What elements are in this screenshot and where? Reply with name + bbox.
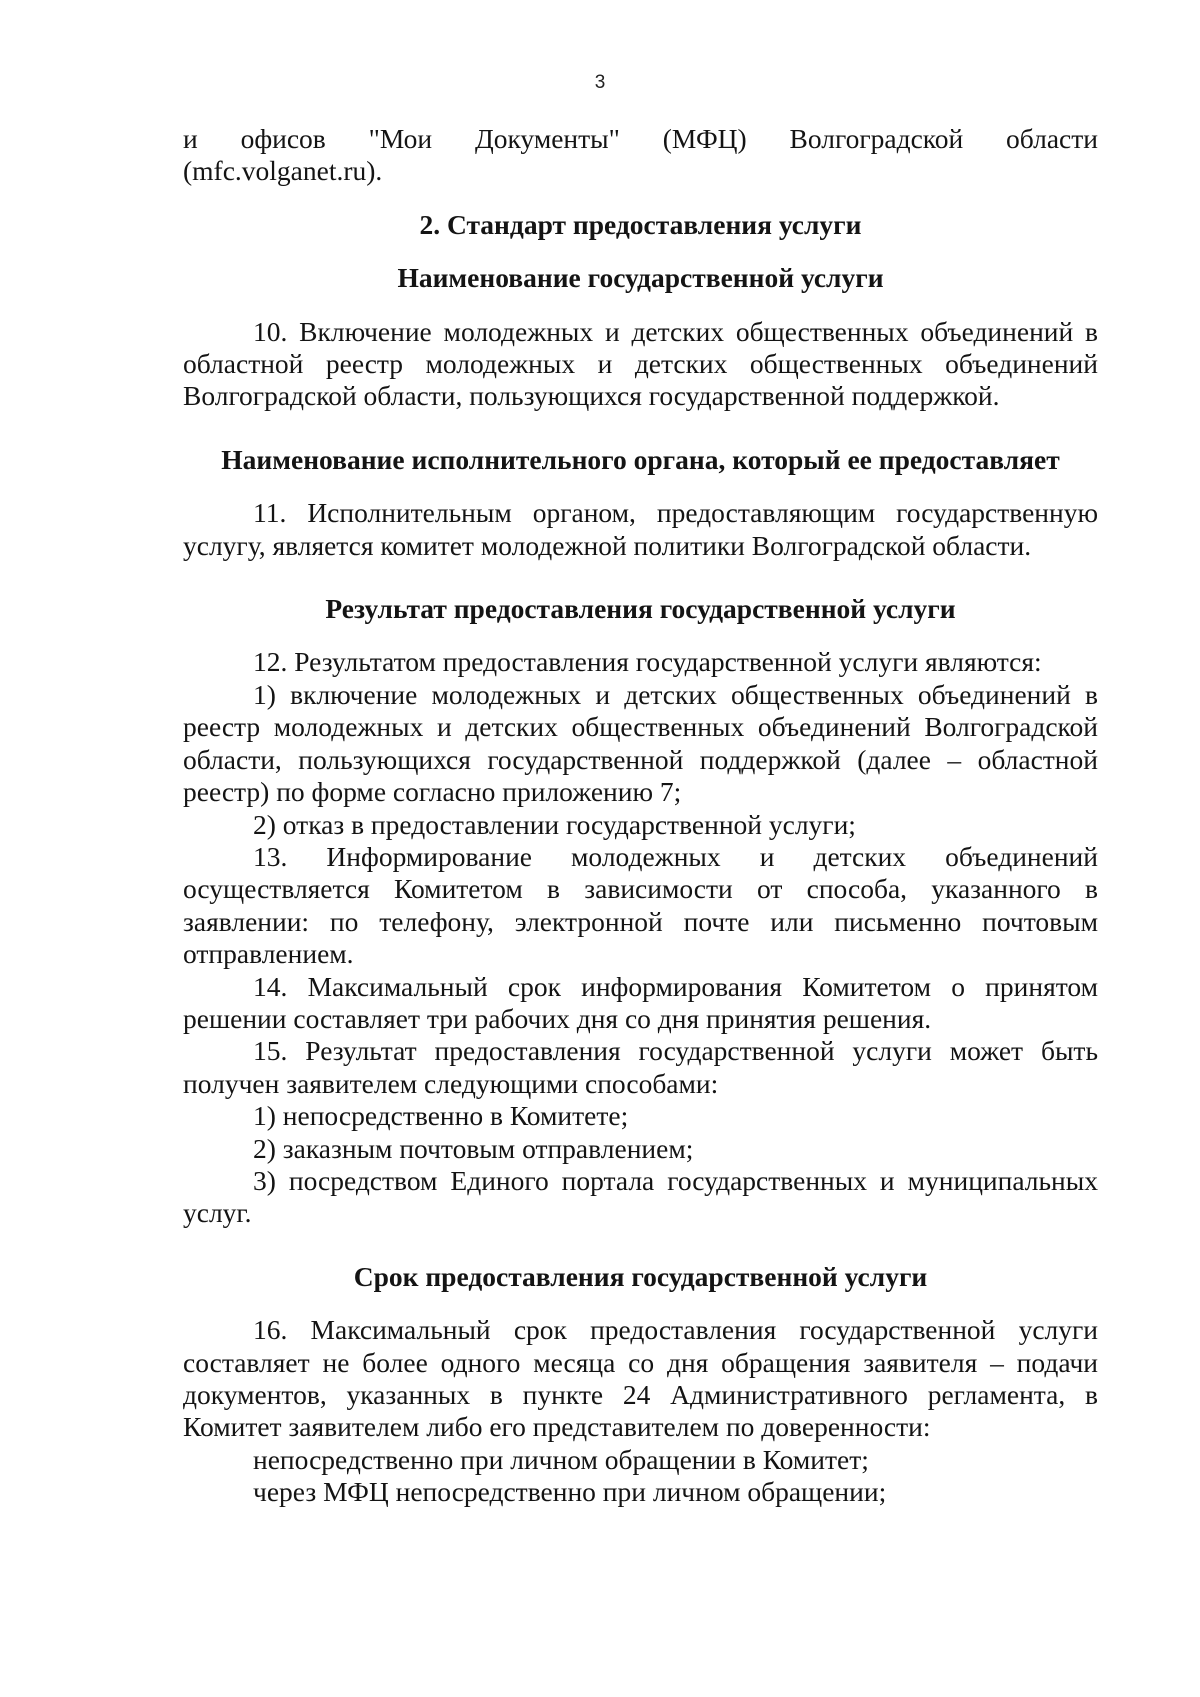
intro-line-1: и офисов "Мои Документы" (МФЦ) Волгоградской области <box>183 123 1098 154</box>
page-content <box>183 123 1098 1509</box>
paragraph-12: 12. Результатом предоставления государственной услуги являются: <box>253 646 1042 678</box>
heading-service-result: Результат предоставления государственной услуги <box>325 593 956 625</box>
paragraph-11: 11. Исполнительным органом, предоставляющим государственную услугу, является комитет молодежной политики Волгоградской области. <box>183 497 1098 561</box>
paragraph-13: 13. Информирование молодежных и детских объединений осуществляется Комитетом в зависимости от способа, указанного в заявлении: по телефону, электронной почте или письменно почтовым отправлением. <box>183 840 1098 970</box>
paragraph-14: 14. Максимальный срок информирования Комитетом о принятом решении составляет три рабочих дня со дня принятия решения. <box>183 970 1098 1034</box>
heading-service-term: Срок предоставления государственной услуги <box>353 1260 928 1292</box>
paragraph-12-item-2: 2) отказ в предоставлении государственной услуги; <box>253 808 856 840</box>
section-title: 2. Стандарт предоставления услуги <box>419 208 862 240</box>
paragraph-16-item-a: непосредственно при личном обращении в Комитет; <box>253 1443 869 1475</box>
paragraph-15-item-3: 3) посредством Единого портала государственных и муниципальных услуг. <box>183 1164 1098 1229</box>
paragraph-16-item-b: через МФЦ непосредственно при личном обращении; <box>253 1476 887 1508</box>
paragraph-15-item-1: 1) непосредственно в Комитете; <box>253 1100 629 1132</box>
paragraph-16: 16. Максимальный срок предоставления государственной услуги составляет не более одного месяца со дня обращения заявителя – подачи документов, указанных в пункте 24 Административного регламента, в Комитет заявителем либо его представителем по доверенности: <box>183 1314 1098 1443</box>
paragraph-10: 10. Включение молодежных и детских общественных объединений в областной реестр молодежных и детских общественных объединений Волгоградской области, пользующихся государственной поддержкой. <box>183 315 1098 412</box>
heading-service-name: Наименование государственной услуги <box>397 262 884 294</box>
paragraph-15: 15. Результат предоставления государственной услуги может быть получен заявителем следующими способами: <box>183 1035 1098 1099</box>
paragraph-12-item-1: 1) включение молодежных и детских общественных объединений в реестр молодежных и детских общественных объединений Волгоградской области, пользующихся государственной поддержкой (далее – областной реестр) по форме согласно приложению 7; <box>183 678 1098 808</box>
page-number: 3 <box>594 72 606 93</box>
heading-executive-body: Наименование исполнительного органа, который ее предоставляет <box>221 443 1060 475</box>
intro-line-2: (mfc.volganet.ru). <box>183 155 383 187</box>
paragraph-15-item-2: 2) заказным почтовым отправлением; <box>253 1132 694 1164</box>
